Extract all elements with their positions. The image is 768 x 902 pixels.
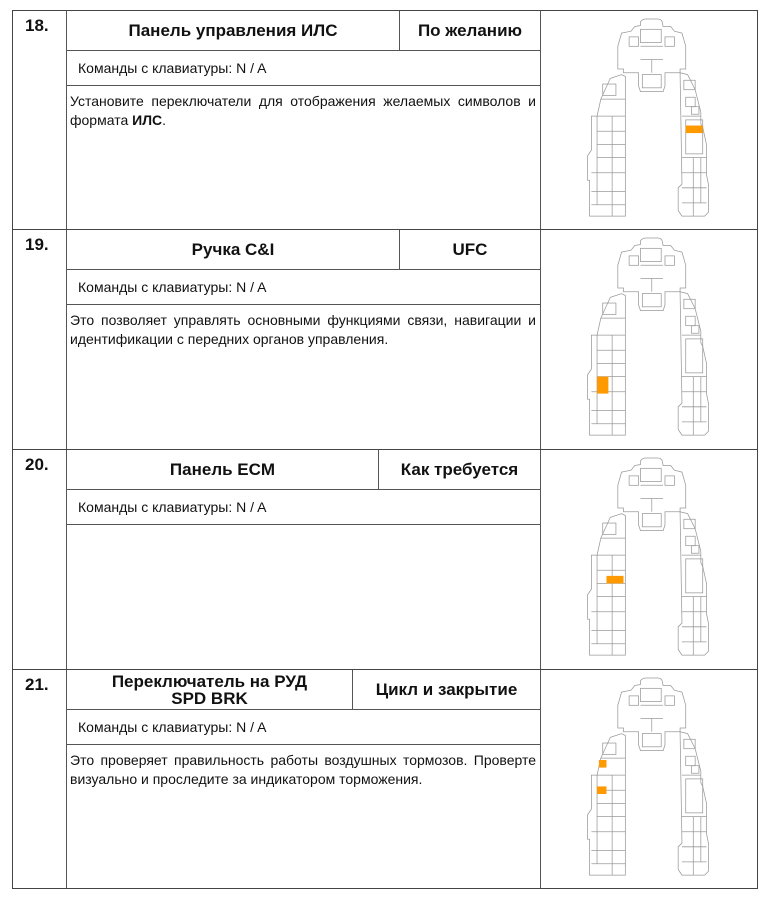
step-title: Панель ECM: [67, 450, 379, 489]
step-row-20: [12, 449, 758, 669]
step-content: [67, 11, 541, 229]
step-header: [67, 670, 540, 710]
highlight-marker: [686, 126, 703, 134]
cockpit-layout-icon: [575, 677, 721, 877]
step-title: [67, 670, 353, 709]
cockpit-layout-icon: [575, 237, 721, 437]
step-status: По желанию: [417, 20, 523, 40]
step-number: 18.: [13, 11, 67, 229]
highlight-marker: [597, 377, 608, 394]
step-row-18: [12, 10, 758, 229]
step-header: [67, 230, 540, 270]
keyboard-commands: Команды с клавиатуры: N / A: [67, 490, 540, 525]
step-content: [67, 230, 541, 449]
step-title: Панель управления ИЛС: [67, 11, 400, 50]
cockpit-diagram: [541, 670, 757, 888]
highlight-marker: [606, 576, 623, 584]
step-description: [67, 525, 540, 669]
step-status: UFC: [452, 239, 488, 259]
step-description: Установите переключатели для отображения желаемых символов и формата ИЛС.: [70, 93, 536, 128]
highlight-marker: [597, 786, 606, 794]
cockpit-diagram: [541, 450, 757, 669]
step-status: Цикл и закрытие: [375, 679, 518, 699]
step-title-line2: SPD BRK: [171, 688, 248, 708]
cockpit-diagram: [541, 230, 757, 449]
highlight-marker: [599, 760, 607, 768]
cockpit-layout-icon: [575, 457, 721, 657]
step-number: 20.: [13, 450, 67, 669]
cockpit-layout-icon: [575, 18, 721, 218]
step-status: Как требуется: [400, 459, 519, 479]
step-title-line1: Переключатель на РУД: [111, 671, 308, 691]
step-content: [67, 670, 541, 888]
step-row-21: [12, 669, 758, 889]
step-description: Это позволяет управлять основными функциями связи, навигации и идентификации с передних органов управления.: [70, 312, 536, 347]
step-row-19: [12, 229, 758, 449]
cockpit-diagram: [541, 11, 757, 229]
keyboard-commands: Команды с клавиатуры: N / A: [67, 710, 540, 745]
step-content: [67, 450, 541, 669]
step-number: 21.: [13, 670, 67, 888]
keyboard-commands: Команды с клавиатуры: N / A: [67, 51, 540, 86]
step-number: 19.: [13, 230, 67, 449]
step-title: Ручка C&I: [67, 230, 400, 269]
keyboard-commands: Команды с клавиатуры: N / A: [67, 270, 540, 305]
procedure-table: [12, 10, 758, 889]
step-description: Это проверяет правильность работы воздушных тормозов. Проверте визуально и проследите за индикатором торможения.: [70, 752, 536, 787]
step-header: [67, 11, 540, 51]
step-header: [67, 450, 540, 490]
